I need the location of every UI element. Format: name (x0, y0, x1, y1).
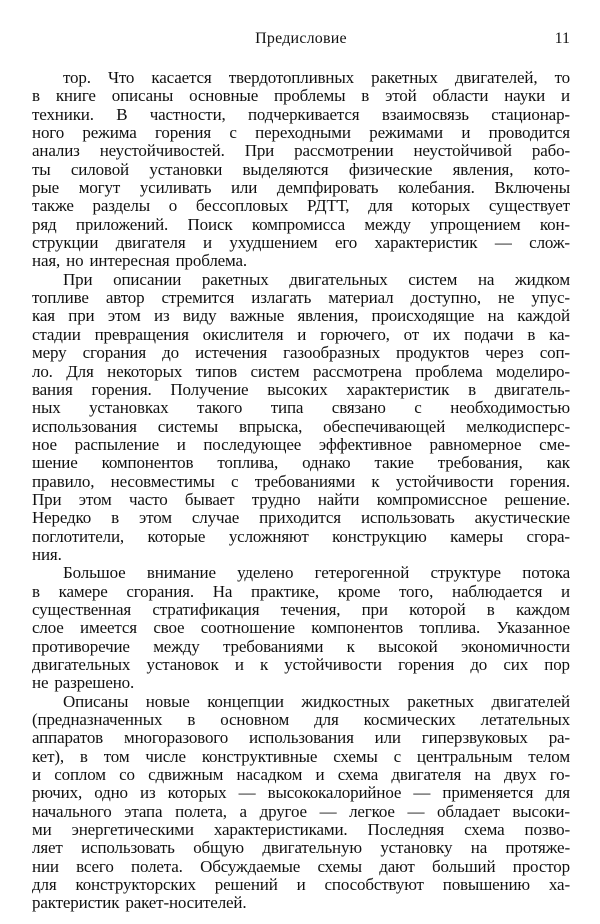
text-line: рые могут усиливать или демпфировать колебания. Включены (32, 178, 570, 198)
text-line: слое имеется свое соотношение компонентов топлива. Указанное (32, 618, 570, 638)
text-line: (предназначенных в основном для космических летательных (32, 710, 570, 730)
text-line: рактеристик ракет-носителей. (32, 893, 247, 913)
text-line: рючих, одно из которых — высококалорийное — применяется для (32, 783, 570, 803)
text-line: в книге описаны основные проблемы в этой области науки и (32, 86, 570, 106)
text-line: нии всего полета. Обсуждаемые схемы дают больший простор (32, 856, 570, 876)
text-line: ная, но интересная проблема. (32, 251, 248, 271)
text-line: существенная стратификация течения, при которой в каждом (32, 599, 570, 619)
text-line: в камере сгорания. На практике, кроме того, наблюдается и (32, 581, 570, 601)
text-line: вания горения. Получение высоких характеристик в двигатель- (32, 379, 570, 399)
text-line: не разрешено. (32, 673, 135, 693)
text-line: анализ неустойчивостей. При рассмотрении неустойчивой рабо- (32, 141, 570, 161)
text-line: ряд приложений. Поиск компромисса между упрощением кон- (32, 214, 570, 234)
body-text (32, 69, 570, 913)
text-line: техники. В частности, подчеркивается взаимосвязь стационар- (32, 104, 570, 124)
text-line: меру сгорания до истечения газообразных продуктов через соп- (32, 343, 570, 363)
running-head (32, 30, 570, 54)
text-line: струкции двигателя и ухудшением его характеристик — слож- (32, 233, 570, 253)
text-line: ния. (32, 544, 62, 564)
text-line: поглотители, которые усложняют конструкцию камеры сгора- (32, 526, 570, 546)
paragraph (32, 69, 570, 271)
text-line: Нередко в этом случае приходится использовать акустические (32, 508, 570, 528)
text-line: Большое внимание уделено гетерогенной структуре потока (63, 563, 570, 583)
page-number: 11 (554, 30, 570, 47)
paragraph (32, 271, 570, 565)
text-line: При этом часто бывает трудно найти компромиссное решение. (32, 489, 570, 509)
text-line: ное распыление и последующее эффективное равномерное сме- (32, 434, 570, 454)
text-line: аппаратов многоразового использования или гиперзвуковых ра- (32, 728, 570, 748)
text-line: правило, несовместимы с требованиями к устойчивости горения. (32, 471, 570, 491)
text-line: шение компонентов топлива, однако такие требования, как (32, 453, 570, 473)
paragraph (32, 693, 570, 913)
text-line: начального этапа полета, а другое — легкое — обладает высоки- (32, 801, 570, 821)
text-line: ми энергетическими характеристиками. Последняя схема позво- (32, 820, 570, 840)
text-line: также разделы о бессопловых РДТТ, для которых существует (32, 196, 570, 216)
paragraph (32, 564, 570, 692)
text-line: ного режима горения с переходными режимами и проводится (32, 123, 570, 143)
text-line: кая при этом из виду важные явления, происходящие на каждой (32, 306, 570, 326)
text-line: При описании ракетных двигательных систем на жидком (63, 269, 570, 289)
text-line: ло. Для некоторых типов систем рассмотрена проблема моделиро- (32, 361, 570, 381)
text-line: ных установках такого типа связано с необходимостью (32, 398, 570, 418)
text-line: кет), в том числе конструктивные схемы с центральным телом (32, 746, 570, 766)
text-line: двигательных установок и к устойчивости горения до сих пор (32, 655, 570, 674)
text-line: использования системы впрыска, обеспечивающей мелкодисперс- (32, 416, 570, 436)
text-line: топливе автор стремится излагать материал доступно, не упус- (32, 288, 570, 308)
text-line: ты силовой установки выделяются физические явления, кото- (32, 159, 570, 179)
text-line: тор. Что касается твердотопливных ракетных двигателей, то (63, 68, 570, 87)
text-line: для конструкторских решений и способствуют повышению ха- (32, 875, 570, 895)
text-line: ляет использовать общую двигательную установку на протяже- (32, 838, 570, 858)
running-head-title: Предисловие (255, 30, 347, 47)
text-line: стадии превращения окислителя и горючего, от их подачи в ка- (32, 324, 570, 344)
text-line: Описаны новые концепции жидкостных ракетных двигателей (63, 691, 570, 711)
text-line: противоречие между требованиями к высокой экономичности (32, 636, 570, 656)
text-line: и соплом со сдвижным насадком и схема двигателя на двух го- (32, 765, 570, 785)
